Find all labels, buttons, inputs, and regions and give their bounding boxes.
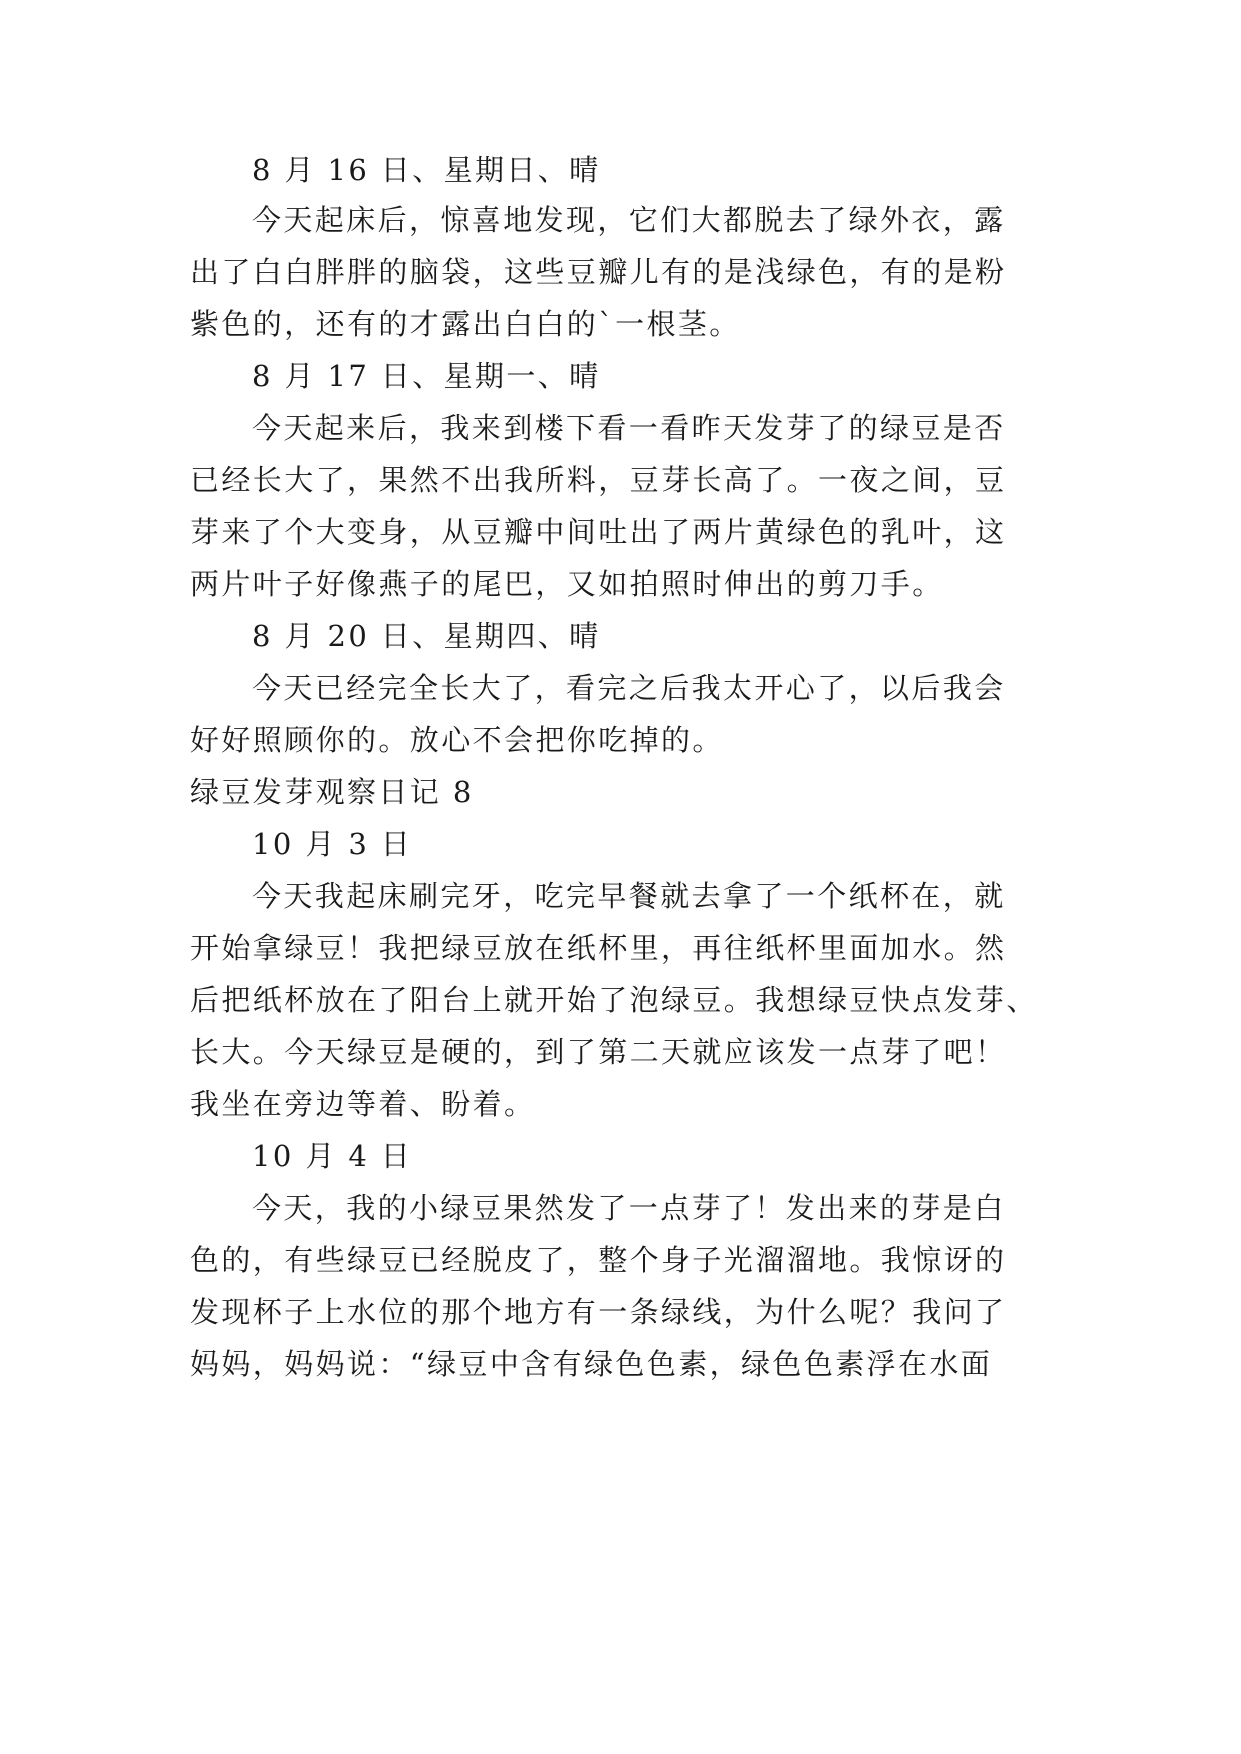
date-heading: 8 月 16 日、星期日、晴 bbox=[252, 153, 601, 187]
paragraph-line: 今天我起床刷完牙，吃完早餐就去拿了一个纸杯在，就 bbox=[252, 879, 1006, 913]
date-heading: 8 月 17 日、星期一、晴 bbox=[252, 359, 601, 393]
paragraph-line: 色的，有些绿豆已经脱皮了，整个身子光溜溜地。我惊讶的 bbox=[190, 1243, 1007, 1277]
paragraph-line: 妈妈，妈妈说：“绿豆中含有绿色色素，绿色色素浮在水面 bbox=[190, 1347, 993, 1381]
paragraph-line: 今天起床后，惊喜地发现，它们大都脱去了绿外衣，露 bbox=[252, 203, 1006, 237]
paragraph-line: 好好照顾你的。放心不会把你吃掉的。 bbox=[190, 723, 724, 757]
paragraph-line: 今天，我的小绿豆果然发了一点芽了！发出来的芽是白 bbox=[252, 1191, 1006, 1225]
paragraph-line: 长大。今天绿豆是硬的，到了第二天就应该发一点芽了吧！ bbox=[190, 1035, 1007, 1069]
paragraph-line: 出了白白胖胖的脑袋，这些豆瓣儿有的是浅绿色，有的是粉 bbox=[190, 255, 1007, 289]
paragraph-line: 发现杯子上水位的那个地方有一条绿线，为什么呢？我问了 bbox=[190, 1295, 1007, 1329]
paragraph-line: 开始拿绿豆！我把绿豆放在纸杯里，再往纸杯里面加水。然 bbox=[190, 931, 1007, 965]
paragraph-line: 今天起来后，我来到楼下看一看昨天发芽了的绿豆是否 bbox=[252, 411, 1006, 445]
paragraph-line: 我坐在旁边等着、盼着。 bbox=[190, 1087, 536, 1121]
date-heading: 8 月 20 日、星期四、晴 bbox=[252, 619, 601, 653]
paragraph-line: 今天已经完全长大了，看完之后我太开心了，以后我会 bbox=[252, 671, 1006, 705]
paragraph-line: 紫色的，还有的才露出白白的`一根茎。 bbox=[190, 307, 741, 341]
date-heading: 10 月 3 日 bbox=[252, 827, 413, 861]
paragraph-line: 芽来了个大变身，从豆瓣中间吐出了两片黄绿色的乳叶，这 bbox=[190, 515, 1007, 549]
paragraph-line: 后把纸杯放在了阳台上就开始了泡绿豆。我想绿豆快点发芽、 bbox=[190, 983, 1038, 1017]
paragraph-line: 两片叶子好像燕子的尾巴，又如拍照时伸出的剪刀手。 bbox=[190, 567, 944, 601]
section-title: 绿豆发芽观察日记 8 bbox=[190, 775, 474, 809]
date-heading: 10 月 4 日 bbox=[252, 1139, 413, 1173]
paragraph-line: 已经长大了，果然不出我所料，豆芽长高了。一夜之间，豆 bbox=[190, 463, 1007, 497]
